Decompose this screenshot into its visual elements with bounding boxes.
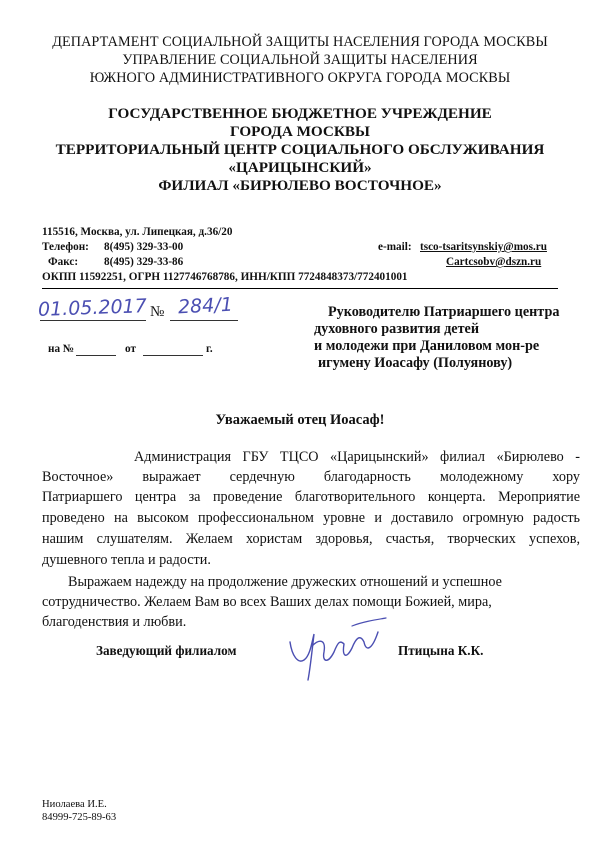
signer-name: Птицына К.К.	[398, 643, 484, 658]
paragraph1-line-4: проведено на высоком профессиональном уровне и доставило огромную радость	[42, 510, 580, 526]
registration-codes: ОКПП 11592251, ОГРН 1127746768786, ИНН/КПП 7724848373/772401001	[42, 271, 408, 283]
phone-number: 8(495) 329-33-00	[104, 241, 184, 253]
reply-to-prefix: на №	[48, 343, 75, 355]
paragraph2-line-3: благоденствия и любви.	[42, 614, 187, 630]
email-label: e-mail:	[378, 241, 412, 253]
reply-year-suffix: г.	[206, 343, 213, 355]
paragraph1-line-6: душевного тепла и радости.	[42, 552, 211, 568]
paragraph1-line-3: Патриаршего центра за проведение благотворительного концерта. Мероприятие	[42, 489, 580, 505]
handwritten-date: 01.05.2017	[37, 295, 148, 321]
handwritten-signature	[282, 612, 392, 684]
signer-position: Заведующий филиалом	[96, 643, 237, 658]
email-link-1[interactable]: tsco-tsaritsynskiy@mos.ru	[420, 241, 547, 253]
reply-number-blank	[76, 355, 116, 356]
executor-name: Ниолаева И.Е.	[42, 799, 107, 810]
recipient-line-4: игумену Иоасафу (Полуянову)	[318, 355, 513, 371]
reply-from-word: от	[125, 343, 136, 355]
recipient-line-1: Руководителю Патриаршего центра	[328, 304, 560, 320]
department-line-1: ДЕПАРТАМЕНТ СОЦИАЛЬНОЙ ЗАЩИТЫ НАСЕЛЕНИЯ ГОРОДА МОСКВЫ	[52, 34, 548, 50]
number-sign: №	[150, 304, 165, 320]
phone-label: Телефон:	[42, 241, 89, 253]
recipient-line-2: духовного развития детей	[314, 321, 480, 337]
header-divider	[42, 288, 558, 289]
paragraph1-line-1: Администрация ГБУ ТЦСО «Царицынский» филиал «Бирюлево -	[134, 449, 580, 465]
paragraph2-line-1: Выражаем надежду на продолжение дружеских отношений и успешное	[68, 574, 502, 590]
reply-date-blank	[143, 355, 203, 356]
department-line-3: ЮЖНОГО АДМИНИСТРАТИВНОГО ОКРУГА ГОРОДА МОСКВЫ	[89, 70, 511, 86]
salutation: Уважаемый отец Иоасаф!	[215, 412, 385, 428]
address: 115516, Москва, ул. Липецкая, д.36/20	[42, 226, 233, 238]
paragraph2-line-2: сотрудничество. Желаем Вам во всех Ваших делах помощи Божией, мира,	[42, 594, 492, 610]
executor-phone: 84999-725-89-63	[42, 812, 117, 823]
fax-label: Факс:	[48, 256, 79, 268]
number-underline	[170, 320, 238, 321]
fax-number: 8(495) 329-33-86	[104, 256, 184, 268]
email-link-2[interactable]: Cartcsobv@dszn.ru	[446, 256, 542, 268]
recipient-line-3: и молодежи при Даниловом мон-ре	[314, 338, 540, 354]
institution-line-1: ГОСУДАРСТВЕННОЕ БЮДЖЕТНОЕ УЧРЕЖДЕНИЕ	[108, 105, 492, 122]
institution-line-5: ФИЛИАЛ «БИРЮЛЕВО ВОСТОЧНОЕ»	[158, 177, 442, 194]
handwritten-number: 284/1	[177, 293, 234, 319]
institution-line-2: ГОРОДА МОСКВЫ	[230, 123, 370, 140]
department-line-2: УПРАВЛЕНИЕ СОЦИАЛЬНОЙ ЗАЩИТЫ НАСЕЛЕНИЯ	[122, 52, 478, 68]
paragraph1-line-2: Восточное» выражает сердечную благодарность молодежному хору	[42, 469, 580, 485]
institution-line-4: «ЦАРИЦЫНСКИЙ»	[228, 159, 372, 176]
paragraph1-line-5: нашим слушателям. Желаем хористам здоровья, счастья, творческих успехов,	[42, 531, 580, 547]
date-underline	[40, 320, 146, 321]
institution-line-3: ТЕРРИТОРИАЛЬНЫЙ ЦЕНТР СОЦИАЛЬНОГО ОБСЛУЖИВАНИЯ	[55, 141, 545, 158]
